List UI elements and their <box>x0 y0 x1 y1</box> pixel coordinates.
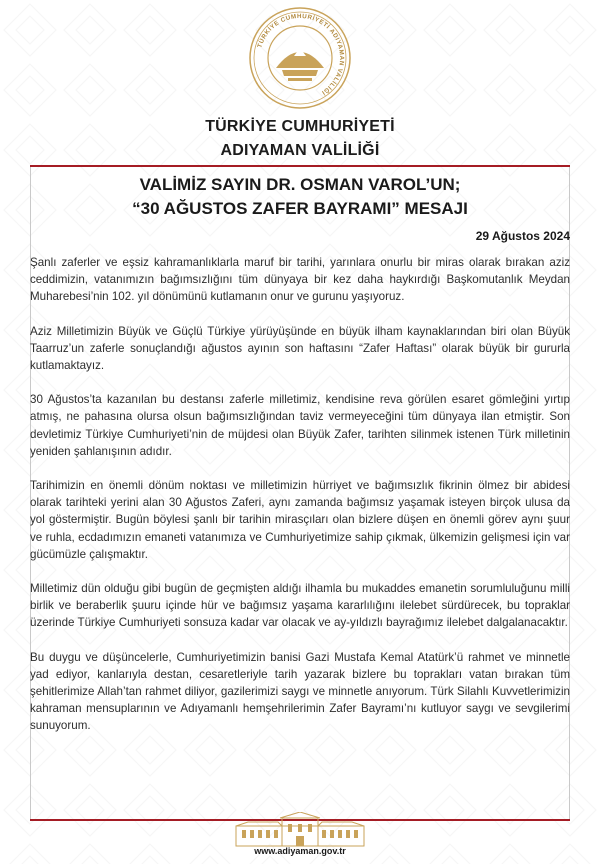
org-name-line2: ADIYAMAN VALİLİĞİ <box>220 142 380 159</box>
paragraph: Aziz Milletimizin Büyük ve Güçlü Türkiye yürüyüşünde en büyük ilham kaynaklarından biri olan Büyük Taarruz’un zaferle sonuçlandığı ağustos ayının son haftasını “Zafer Haftası” olarak büyük bir gururla kutlamaktayız. <box>30 324 570 373</box>
seal-ring-text: TÜRKİYE CUMHURİYETİ ADIYAMAN VALİLİĞİ <box>256 12 346 97</box>
paragraph: Milletimiz dün olduğu gibi bugün de geçmişten aldığı ilhamla bu mukaddes emanetin sorumluluğunu milli birlik ve beraberlik şuuru içinde hür ve bağımsız yaşama kararlılığını ilelebet sürdürecek, bu topraklar üzerinde Türkiye Cumhuriyeti sonsuza kadar var olacak ve ay-yıldızlı bayrağımız ilelebet dalgalanacaktır. <box>30 582 570 630</box>
org-name-line1: TÜRKİYE CUMHURİYETİ <box>205 118 395 135</box>
governorship-building-icon <box>232 812 368 848</box>
message-date: 29 Ağustos 2024 <box>475 229 570 243</box>
website-url: www.adiyaman.gov.tr <box>254 846 346 856</box>
paragraph: Şanlı zaferler ve eşsiz kahramanlıklarla maruf bir tarihi, yarınlara onurlu bir miras olarak bırakan aziz ceddimizin, vatanımızın bağımsızlığını tüm dünyaya bir kez daha haykırdığı Başkomutanlık Meydan Muharebesi’nin 102. yıl dönümünü kutlamanın onur ve gurunu yaşıyoruz. <box>30 256 570 304</box>
frame-top-rule <box>30 165 570 167</box>
message-title-line1: VALİMİZ SAYIN DR. OSMAN VAROL’UN; <box>139 175 461 194</box>
paragraph: Bu duygu ve düşüncelerle, Cumhuriyetimizin banisi Gazi Mustafa Kemal Atatürk’ü rahmet ve minnetle yad ediyor, kanlarıyla destan, cesaretleriyle tarih yazarak bizlere bu toprakları vatan bırakan tüm şehitlerimize Allah’tan rahmet diliyor, gazilerimizi saygı ve minnetle anıyorum. Türk Silahlı Kuvvetlerimizin kahraman mensuplarının ve Adıyamanlı hemşehrilerimin Zafer Bayramı’nı kutluyor saygı ve sevgilerimi sunuyorum. <box>30 650 570 733</box>
paragraph: Tarihimizin en önemli dönüm noktası ve milletimizin hürriyet ve bağımsızlık fikrinin ölmez bir abidesi olarak tarihteki yerini alan 30 Ağustos Zaferi, aynı zamanda bağımsız yaşamak isteyen birçok ulusa da yol göstermiştir. Bugün böylesi şanlı bir tarihin mirasçıları olan bizlere düşen en önemli görev aynı şuur ve ruhla, ecdadımızın emaneti vatanımıza ve Cumhuriyetimize sahip çıkmak, ülkemizin gelişmesi için var gücümüzle çalışmaktır. <box>30 479 570 561</box>
message-body <box>30 254 570 752</box>
paragraph: 30 Ağustos’ta kazanılan bu destansı zaferle milletimiz, kendisine reva görülen esaret gömleğini yırtıp atmış, ne pahasına olursa olsun bağımsızlığından taviz vermeyeceğini tüm dünyaya ilan etmiştir. Son devletimiz Türkiye Cumhuriyeti’nin de müjdesi olan Büyük Zafer, tarihten silinmek istenen Türk milletinin yeniden şahlanışının adıdır. <box>30 393 570 458</box>
governorship-seal-icon <box>236 6 364 110</box>
message-title-line2: “30 AĞUSTOS ZAFER BAYRAMI” MESAJI <box>132 199 468 218</box>
